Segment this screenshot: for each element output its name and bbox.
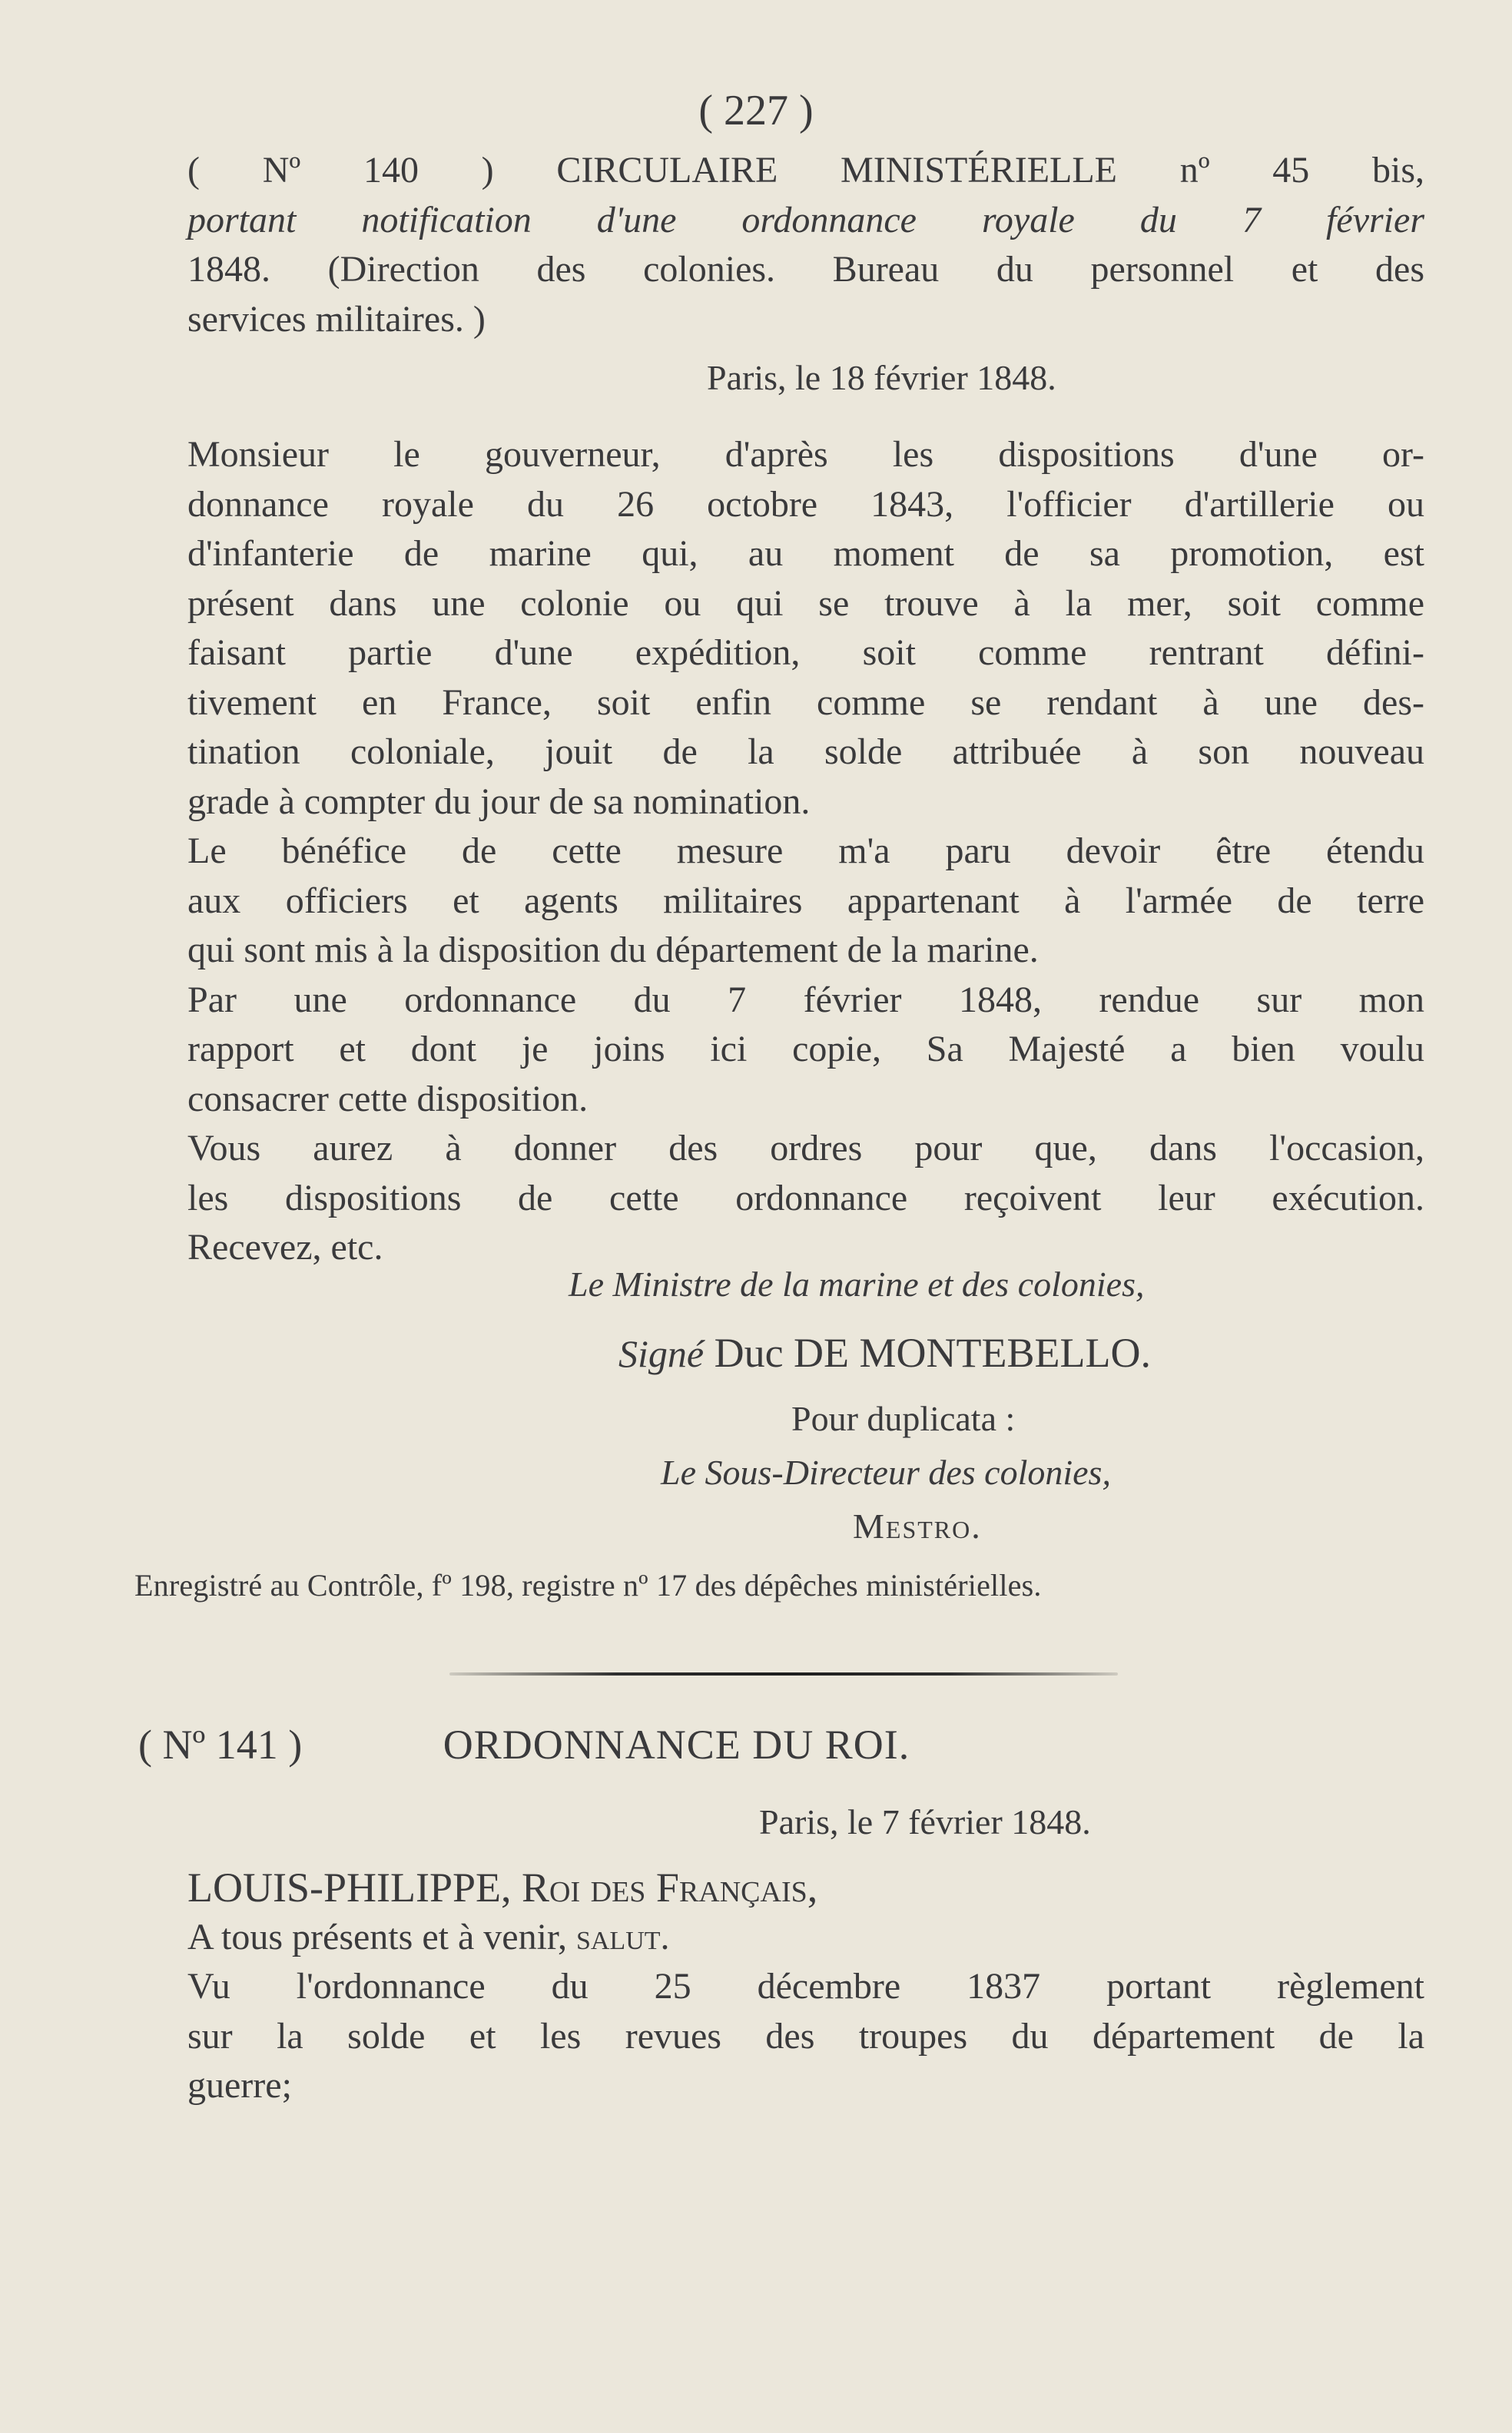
body-line: qui sont mis à la disposition du département de la marine. — [187, 930, 1039, 970]
body-line: aux officiers et agents militaires appartenant à l'armée de terre — [187, 880, 1424, 921]
body-line: Recevez, etc. — [187, 1227, 383, 1268]
body-line: Le bénéfice de cette mesure m'a paru devoir être étendu — [187, 830, 1424, 871]
circulaire-heading-line-2: portant notification d'une ordonnance royale du 7 février — [187, 199, 1424, 240]
body-line: les dispositions de cette ordonnance reçoivent leur exécution. — [187, 1177, 1424, 1218]
registration-note: Enregistré au Contrôle, fº 198, registre nº 17 des dépêches ministérielles. — [134, 1568, 1042, 1603]
page-number: ( 227 ) — [698, 87, 814, 134]
circulaire-date: Paris, le 18 février 1848. — [707, 358, 1056, 397]
body-line: grade à compter du jour de sa nomination. — [187, 781, 811, 822]
duplicata-name-text: Mestro. — [853, 1507, 982, 1546]
body-line: faisant partie d'une expédition, soit comme rentrant défini- — [187, 632, 1424, 673]
body-line: Monsieur le gouverneur, d'après les dispositions d'une or- — [187, 434, 1424, 475]
body-line: rapport et dont je joins ici copie, Sa Majesté a bien voulu — [187, 1029, 1424, 1069]
body-line: Par une ordonnance du 7 février 1848, rendue sur mon — [187, 979, 1424, 1020]
salut-line — [187, 1913, 1424, 1963]
duplicata-title: Le Sous-Directeur des colonies, — [661, 1453, 1111, 1492]
signature-title: Le Ministre de la marine et des colonies, — [569, 1265, 1145, 1304]
ordonnance-body — [187, 1863, 1424, 2111]
circulaire-heading-line-3: 1848. (Direction des colonies. Bureau du personnel et des — [187, 249, 1424, 290]
signature-name: Duc DE MONTEBELLO. — [714, 1330, 1151, 1376]
body-line: tination coloniale, jouit de la solde attribuée à son nouveau — [187, 731, 1424, 772]
king-title: Roi des Français, — [522, 1865, 818, 1911]
duplicata-name — [853, 1506, 982, 1546]
section-separator — [449, 1672, 1118, 1676]
signature-line — [618, 1329, 1151, 1377]
body-line: donnance royale du 26 octobre 1843, l'officier d'artillerie ou — [187, 483, 1424, 525]
body-line: consacrer cette disposition. — [187, 1078, 589, 1119]
body-line: tivement en France, soit enfin comme se rendant à une des- — [187, 681, 1424, 723]
king-line — [187, 1863, 1424, 1913]
salut-word: salut. — [575, 1916, 670, 1957]
body-line: Vous aurez à donner des ordres pour que, dans l'occasion, — [187, 1128, 1424, 1168]
duplicata-label: Pour duplicata : — [791, 1399, 1016, 1438]
body-line: d'infanterie de marine qui, au moment de sa promotion, est — [187, 533, 1424, 574]
salut-prefix: A tous présents et à venir, — [187, 1916, 567, 1957]
ordonnance-date: Paris, le 7 février 1848. — [759, 1802, 1091, 1841]
ordonnance-number: ( Nº 141 ) — [138, 1722, 303, 1768]
circulaire-body — [187, 430, 1424, 1273]
king-name: LOUIS-PHILIPPE, — [187, 1865, 512, 1911]
circulaire-heading-line-4: services militaires. ) — [187, 298, 486, 340]
ordonnance-line: Vu l'ordonnance du 25 décembre 1837 portant règlement — [187, 1966, 1424, 2007]
circulaire-heading-line-1: ( Nº 140 ) CIRCULAIRE MINISTÉRIELLE nº 45 bis, — [187, 150, 1424, 191]
ordonnance-line: guerre; — [187, 2065, 292, 2106]
ordonnance-heading — [138, 1721, 910, 1768]
ordonnance-title: ORDONNANCE DU ROI. — [443, 1722, 910, 1768]
signature-signe: Signé — [618, 1332, 705, 1375]
body-line: présent dans une colonie ou qui se trouve à la mer, soit comme — [187, 582, 1424, 624]
ordonnance-line: sur la solde et les revues des troupes du département de la — [187, 2015, 1424, 2057]
circulaire-heading — [187, 146, 1424, 344]
